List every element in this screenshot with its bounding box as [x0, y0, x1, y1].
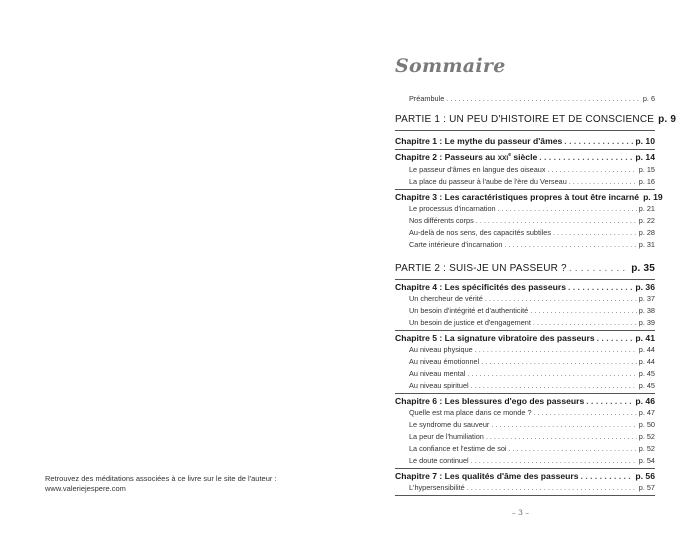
toc-section[interactable]: Un chercheur de vérité . . . p. 37 — [395, 294, 655, 303]
toc-part-label: PARTIE 1 : UN PEU D'HISTOIRE ET DE CONSCIENCE — [395, 114, 655, 125]
toc-section[interactable]: Le syndrome du sauveur . . . p. 50 — [395, 420, 655, 429]
author-note-text: Retrouvez des méditations associées à ce livre sur le site de l'auteur : — [45, 474, 277, 483]
toc-chapter-label: Chapitre 6 : Les blessures d'ego des passeurs — [395, 396, 585, 406]
toc-chapter-7[interactable] — [395, 471, 655, 481]
toc-section[interactable]: Au niveau spirituel . . . p. 45 — [395, 381, 655, 390]
toc-section[interactable]: Un besoin d'intégrité et d'authenticité . . . p. 38 — [395, 306, 655, 315]
page-number: – 3 – — [512, 508, 530, 517]
toc-divider — [395, 130, 655, 131]
toc-part-1[interactable] — [395, 114, 677, 125]
toc-section[interactable]: Un besoin de justice et d'engagement . . . p. 39 — [395, 318, 655, 327]
toc-divider — [395, 468, 655, 469]
toc-section[interactable]: Au niveau émotionnel . . . p. 44 — [395, 357, 655, 366]
toc-part-page: p. 35 — [631, 263, 655, 274]
toc-section[interactable]: Quelle est ma place dans ce monde ? . . . p. 47 — [395, 408, 655, 417]
toc-chapter-page: p. 56 — [635, 471, 655, 481]
toc-divider — [395, 393, 655, 394]
toc-divider — [395, 189, 655, 190]
toc-chapter-label: Chapitre 2 : Passeurs au XXIe siècle — [395, 152, 538, 162]
author-website-link[interactable]: www.valeriejespere.com — [45, 484, 126, 493]
toc-section[interactable]: Carte intérieure d'incarnation . . . p. 31 — [395, 240, 655, 249]
toc-chapter-label: Chapitre 7 : Les qualités d'âme des passeurs — [395, 471, 579, 481]
toc-section[interactable]: Nos différents corps . . . p. 22 — [395, 216, 655, 225]
toc-divider — [395, 495, 655, 496]
toc-chapter-page: p. 14 — [635, 152, 655, 162]
toc-chapter-page: p. 41 — [635, 333, 655, 343]
toc-chapter-page: p. 10 — [635, 136, 655, 146]
toc-chapter-2[interactable] — [395, 152, 655, 162]
toc-entry-preambule[interactable] — [395, 94, 655, 103]
toc-divider — [395, 279, 655, 280]
toc-title: Sommaire — [395, 55, 506, 77]
toc-chapter-page: p. 36 — [635, 282, 655, 292]
toc-section[interactable]: Le passeur d'âmes en langue des oiseaux . . . p. 15 — [395, 165, 655, 174]
toc-chapter-6[interactable] — [395, 396, 655, 406]
toc-entry-label: Préambule — [409, 94, 445, 103]
toc-part-label: PARTIE 2 : SUIS-JE UN PASSEUR ? — [395, 263, 567, 274]
toc-chapter-page: p. 19 — [643, 192, 663, 202]
toc-section[interactable]: Le doute continuel . . . p. 54 — [395, 456, 655, 465]
toc-chapter-label: Chapitre 1 : Le mythe du passeur d'âmes — [395, 136, 563, 146]
toc-chapter-4[interactable] — [395, 282, 655, 292]
toc-part-page: p. 9 — [658, 114, 677, 125]
toc-part-2[interactable] — [395, 263, 655, 274]
toc-chapter-5[interactable] — [395, 333, 655, 343]
table-of-contents — [395, 0, 677, 537]
toc-chapter-1[interactable] — [395, 136, 655, 146]
toc-chapter-3[interactable] — [395, 192, 663, 202]
toc-entry-page: p. 6 — [642, 94, 655, 103]
toc-section[interactable]: L'hypersensibilité . . . p. 57 — [395, 483, 655, 492]
toc-section[interactable]: La place du passeur à l'aube de l'ère du Verseau . . . p. 16 — [395, 177, 655, 186]
toc-chapter-label: Chapitre 5 : La signature vibratoire des passeurs — [395, 333, 595, 343]
toc-section[interactable]: La confiance et l'estime de soi . . . p. 52 — [395, 444, 655, 453]
toc-section[interactable]: Le processus d'incarnation . . . p. 21 — [395, 204, 655, 213]
toc-section[interactable]: Au-delà de nos sens, des capacités subtiles . . . p. 28 — [395, 228, 655, 237]
toc-section[interactable]: Au niveau physique . . . p. 44 — [395, 345, 655, 354]
toc-chapter-label: Chapitre 4 : Les spécificités des passeurs — [395, 282, 566, 292]
toc-chapter-page: p. 46 — [635, 396, 655, 406]
toc-section[interactable]: Au niveau mental . . . p. 45 — [395, 369, 655, 378]
toc-divider — [395, 330, 655, 331]
toc-section[interactable]: La peur de l'humiliation . . . p. 52 — [395, 432, 655, 441]
toc-chapter-label: Chapitre 3 : Les caractéristiques propres à tout être incarné — [395, 192, 640, 202]
author-website-note — [45, 474, 305, 494]
toc-divider — [395, 149, 655, 150]
